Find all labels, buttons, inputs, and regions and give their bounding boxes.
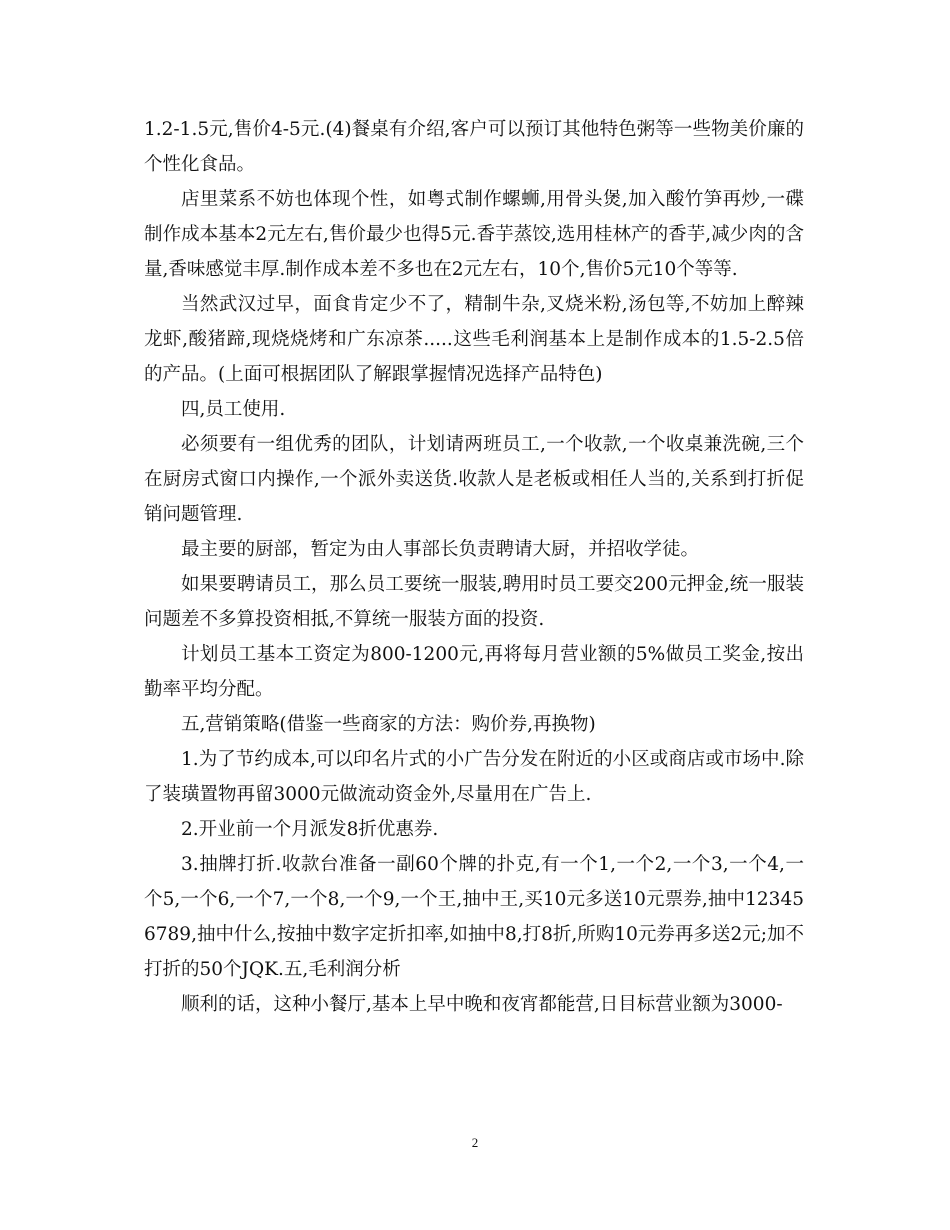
page-number: 2 xyxy=(471,1135,479,1150)
paragraph-uniforms: 如果要聘请员工，那么员工要统一服装,聘用时员工要交200元押金,统一服装问题差不多算投资相抵,不算统一服装方面的投资. xyxy=(144,574,804,630)
paragraph-kitchen: 最主要的厨部，暂定为由人事部长负责聘请大厨，并招收学徒。 xyxy=(181,539,700,560)
paragraph-card-draw-discount: 3.抽牌打折.收款台准备一副60个牌的扑克,有一个1,一个2,一个3,一个4,一个5,一个6,一个7,一个8,一个9,一个王,抽中王,买10元多送10元票券,抽中123456789,抽中什么,按抽中数字定折扣率,如抽中8,打8折,所购10元券再多送2元;加不打折的50个JQK.五,毛利润分析 xyxy=(144,854,804,980)
paragraph-menu-specialties: 店里菜系不妨也体现个性，如粤式制作螺蛳,用骨头煲,加入酸竹笋再炒,一碟制作成本基本2元左右,售价最少也得5元.香芋蒸饺,选用桂林产的香芋,减少肉的含量,香味感觉丰厚.制作成本差不多也在2元左右，10个,售价5元10个等等. xyxy=(144,189,804,280)
paragraph-advertising: 1.为了节约成本,可以印名片式的小广告分发在附近的小区或商店或市场中.除了装璜置物再留3000元做流动资金外,尽量用在广告上. xyxy=(144,749,804,805)
paragraph-wuhan-breakfast: 当然武汉过早，面食肯定少不了，精制牛杂,叉烧米粉,汤包等,不妨加上醉辣龙虾,酸猪蹄,现烧烧烤和广东凉茶.....这些毛利润基本上是制作成本的1.5-2.5倍的产品。(上面可根据团队了解跟掌握情况选择产品特色) xyxy=(144,294,804,385)
paragraph-coupons: 2.开业前一个月派发8折优惠券. xyxy=(181,819,439,840)
paragraph-team-plan: 必须要有一组优秀的团队，计划请两班员工,一个收款,一个收桌兼洗碗,三个在厨房式窗口内操作,一个派外卖送货.收款人是老板或相任人当的,关系到打折促销问题管理. xyxy=(144,434,804,525)
paragraph-revenue-target: 顺利的话，这种小餐厅,基本上早中晚和夜宵都能营,日目标营业额为3000- xyxy=(181,994,783,1015)
body-text xyxy=(144,112,804,1022)
section-heading-marketing: 五,营销策略(借鉴一些商家的方法：购价券,再换物) xyxy=(181,714,596,735)
section-heading-staffing: 四,员工使用. xyxy=(181,399,286,420)
paragraph-wages: 计划员工基本工资定为800-1200元,再将每月营业额的5%做员工奖金,按出勤率平均分配。 xyxy=(144,644,804,700)
paragraph-product-pricing: 1.2-1.5元,售价4-5元.(4)餐桌有介绍,客户可以预订其他特色粥等一些物美价廉的个性化食品。 xyxy=(144,119,804,175)
